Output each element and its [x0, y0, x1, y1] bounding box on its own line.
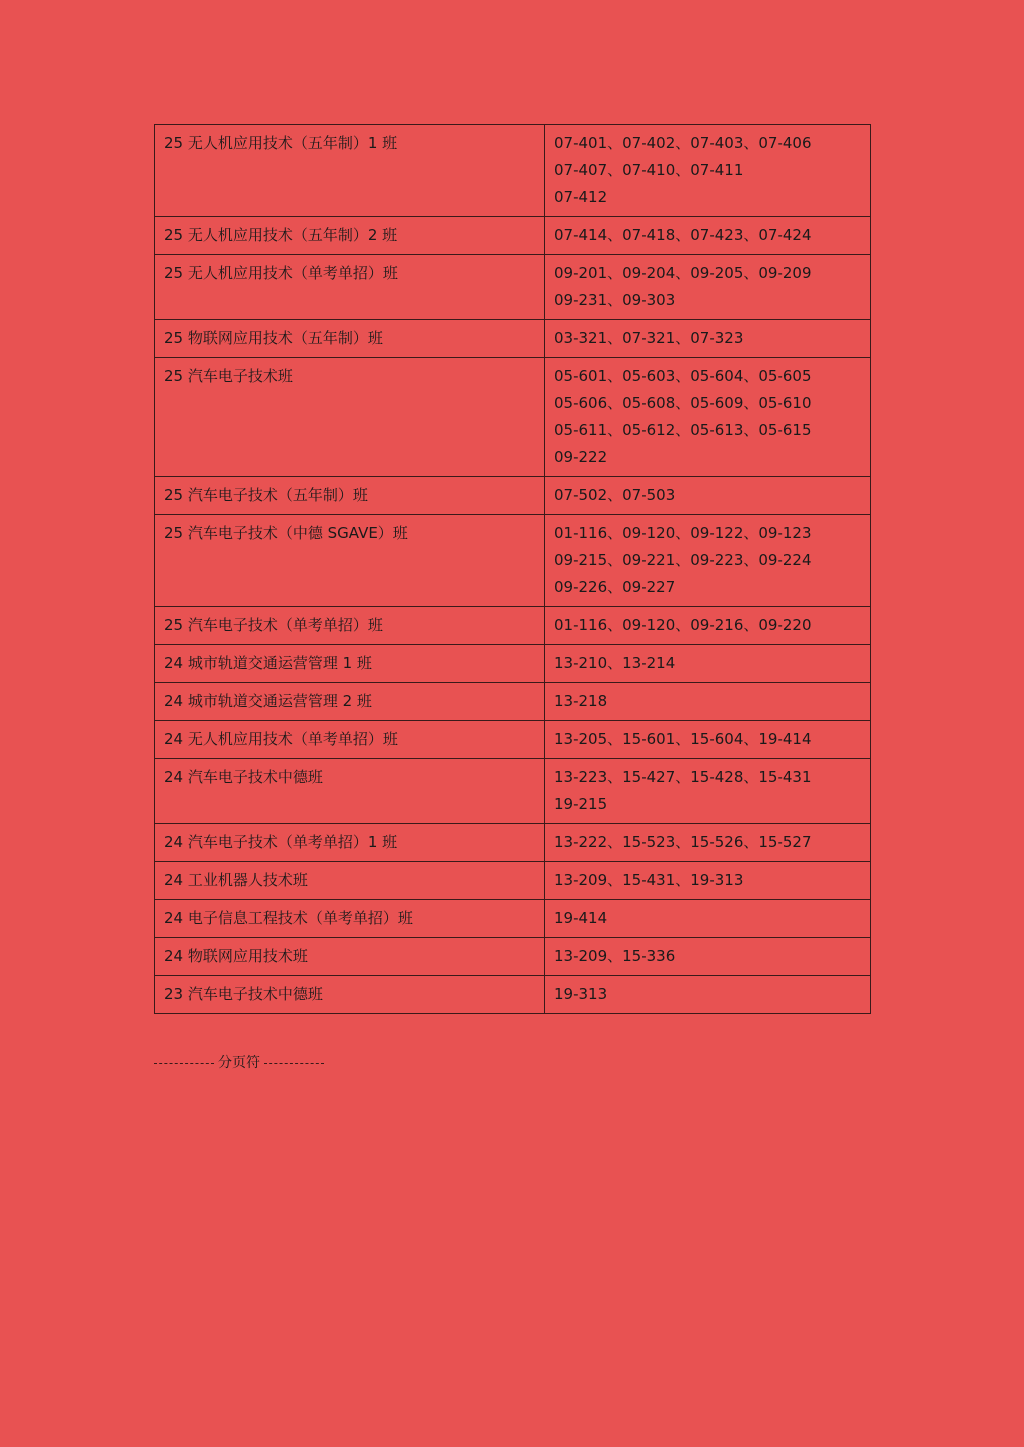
- rooms-cell: [545, 862, 871, 900]
- class-name: 24 工业机器人技术班: [164, 871, 308, 889]
- room-list-line: 07-412: [554, 188, 608, 206]
- rooms-cell: [545, 683, 871, 721]
- room-list-line: 05-601、05-603、05-604、05-605: [554, 367, 812, 385]
- class-name: 25 汽车电子技术班: [164, 367, 293, 385]
- rooms-cell: [545, 477, 871, 515]
- table-row: [155, 358, 871, 477]
- table-row: [155, 759, 871, 824]
- class-name-cell: [155, 125, 545, 217]
- class-name-cell: [155, 900, 545, 938]
- rooms-cell: [545, 255, 871, 320]
- room-list-line: 13-209、15-336: [554, 947, 676, 965]
- table-row: [155, 477, 871, 515]
- page-break-dash-left: [154, 1063, 214, 1064]
- page-break-marker: [154, 1052, 324, 1074]
- class-name-cell: [155, 938, 545, 976]
- class-name-cell: [155, 515, 545, 607]
- room-list-line: 07-414、07-418、07-423、07-424: [554, 226, 812, 244]
- table-row: [155, 320, 871, 358]
- table-body: [155, 125, 871, 1014]
- class-name: 24 汽车电子技术中德班: [164, 768, 323, 786]
- rooms-cell: [545, 721, 871, 759]
- class-name: 24 无人机应用技术（单考单招）班: [164, 730, 398, 748]
- table-row: [155, 824, 871, 862]
- class-name-cell: [155, 759, 545, 824]
- room-list-line: 01-116、09-120、09-122、09-123: [554, 524, 812, 542]
- class-name: 23 汽车电子技术中德班: [164, 985, 323, 1003]
- room-list-line: 03-321、07-321、07-323: [554, 329, 744, 347]
- table-row: [155, 862, 871, 900]
- rooms-cell: [545, 824, 871, 862]
- class-name: 25 无人机应用技术（单考单招）班: [164, 264, 398, 282]
- room-list-line: 05-606、05-608、05-609、05-610: [554, 394, 812, 412]
- class-name-cell: [155, 217, 545, 255]
- table-row: [155, 217, 871, 255]
- class-name: 24 物联网应用技术班: [164, 947, 308, 965]
- page-break-label: 分页符: [218, 1055, 260, 1071]
- room-list-line: 13-218: [554, 692, 608, 710]
- class-name-cell: [155, 255, 545, 320]
- page-break-dash-right: [264, 1063, 324, 1064]
- table-row: [155, 721, 871, 759]
- room-list-line: 07-407、07-410、07-411: [554, 161, 744, 179]
- table-row: [155, 900, 871, 938]
- class-name: 25 物联网应用技术（五年制）班: [164, 329, 383, 347]
- room-list-line: 19-313: [554, 985, 608, 1003]
- room-list-line: 05-611、05-612、05-613、05-615: [554, 421, 812, 439]
- rooms-cell: [545, 358, 871, 477]
- class-name-cell: [155, 862, 545, 900]
- class-name-cell: [155, 645, 545, 683]
- room-list-line: 13-210、13-214: [554, 654, 676, 672]
- room-list-line: 09-201、09-204、09-205、09-209: [554, 264, 812, 282]
- rooms-cell: [545, 900, 871, 938]
- class-name-cell: [155, 683, 545, 721]
- room-list-line: 19-414: [554, 909, 608, 927]
- table-row: [155, 976, 871, 1014]
- rooms-cell: [545, 976, 871, 1014]
- class-name-cell: [155, 721, 545, 759]
- table-row: [155, 645, 871, 683]
- rooms-cell: [545, 645, 871, 683]
- rooms-cell: [545, 217, 871, 255]
- class-name: 25 汽车电子技术（五年制）班: [164, 486, 368, 504]
- class-name-cell: [155, 824, 545, 862]
- room-list-line: 01-116、09-120、09-216、09-220: [554, 616, 812, 634]
- room-list-line: 13-222、15-523、15-526、15-527: [554, 833, 812, 851]
- rooms-cell: [545, 125, 871, 217]
- rooms-cell: [545, 320, 871, 358]
- room-list-line: 07-401、07-402、07-403、07-406: [554, 134, 812, 152]
- class-name: 25 汽车电子技术（单考单招）班: [164, 616, 383, 634]
- table-row: [155, 938, 871, 976]
- room-list-line: 09-231、09-303: [554, 291, 676, 309]
- room-list-line: 09-215、09-221、09-223、09-224: [554, 551, 812, 569]
- room-list-line: 09-222: [554, 448, 608, 466]
- rooms-cell: [545, 759, 871, 824]
- table-row: [155, 125, 871, 217]
- room-list-line: 13-209、15-431、19-313: [554, 871, 744, 889]
- class-name-cell: [155, 976, 545, 1014]
- class-name-cell: [155, 477, 545, 515]
- class-name: 24 城市轨道交通运营管理 1 班: [164, 654, 372, 672]
- room-list-line: 13-205、15-601、15-604、19-414: [554, 730, 812, 748]
- room-list-line: 09-226、09-227: [554, 578, 676, 596]
- class-name: 25 无人机应用技术（五年制）1 班: [164, 134, 398, 152]
- class-name: 24 电子信息工程技术（单考单招）班: [164, 909, 413, 927]
- class-room-table: [154, 124, 871, 1014]
- room-list-line: 19-215: [554, 795, 608, 813]
- class-name-cell: [155, 358, 545, 477]
- class-name-cell: [155, 320, 545, 358]
- table-row: [155, 255, 871, 320]
- class-name: 25 汽车电子技术（中德 SGAVE）班: [164, 524, 408, 542]
- table-row: [155, 683, 871, 721]
- rooms-cell: [545, 515, 871, 607]
- class-name: 24 汽车电子技术（单考单招）1 班: [164, 833, 398, 851]
- room-list-line: 13-223、15-427、15-428、15-431: [554, 768, 812, 786]
- table-row: [155, 515, 871, 607]
- class-name: 25 无人机应用技术（五年制）2 班: [164, 226, 398, 244]
- class-name-cell: [155, 607, 545, 645]
- rooms-cell: [545, 607, 871, 645]
- rooms-cell: [545, 938, 871, 976]
- room-list-line: 07-502、07-503: [554, 486, 676, 504]
- table-row: [155, 607, 871, 645]
- class-name: 24 城市轨道交通运营管理 2 班: [164, 692, 372, 710]
